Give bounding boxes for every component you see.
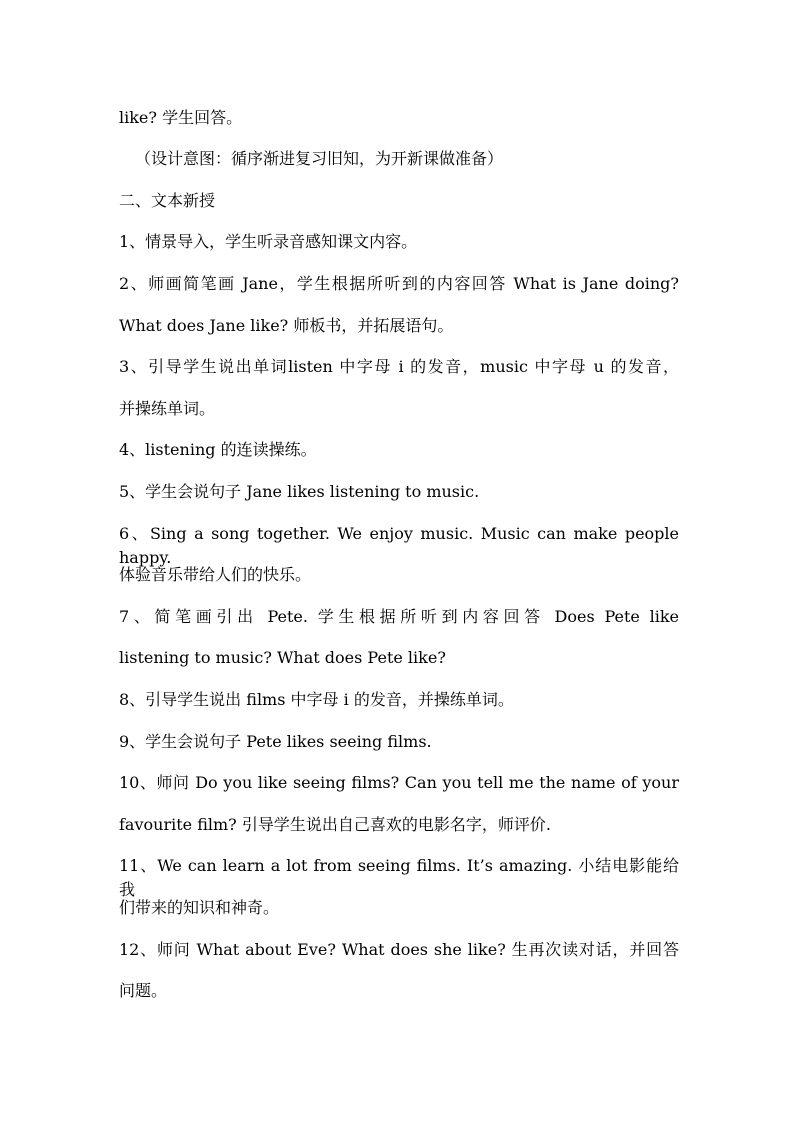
text-line: （设计意图：循序渐进复习旧知，为开新课做准备） (135, 149, 504, 168)
section-heading: 二、文本新授 (119, 191, 216, 210)
text-line: 3、引导学生说出单词listen 中字母 i 的发音，music 中字母 u 的发音， (119, 357, 679, 376)
text-line: listening to music? What does Pete like? (119, 648, 446, 667)
text-line: 并操练单词。 (119, 399, 216, 418)
text-line: What does Jane like? 师板书，并拓展语句。 (119, 316, 454, 335)
text-line: 7、简笔画引出 Pete. 学生根据所听到内容回答 Does Pete like (119, 607, 679, 626)
text-line: 9、学生会说句子 Pete likes seeing films. (119, 732, 432, 751)
text-line: 2、师画简笔画 Jane，学生根据所听到的内容回答 What is Jane doing? (119, 274, 679, 293)
text-line: 4、listening 的连读操练。 (119, 440, 317, 459)
text-line: 们带来的知识和神奇。 (119, 898, 280, 917)
text-line: 12、师问 What about Eve? What does she like? 生再次读对话，并回答 (119, 940, 679, 959)
text-line: 8、引导学生说出 films 中字母 i 的发音，并操练单词。 (119, 690, 514, 709)
text-line: 11、We can learn a lot from seeing films. It’s amazing. 小结电影能给我 (119, 856, 679, 899)
text-line: 体验音乐带给人们的快乐。 (119, 565, 312, 584)
text-line: like? 学生回答。 (119, 108, 243, 127)
text-line: favourite film? 引导学生说出自己喜欢的电影名字，师评价. (119, 815, 551, 834)
text-line: 10、师问 Do you like seeing films? Can you tell me the name of your (119, 773, 679, 792)
text-line: 6、Sing a song together. We enjoy music. Music can make people happy. (119, 524, 679, 567)
text-line: 问题。 (119, 981, 168, 1000)
text-line: 1、情景导入，学生听录音感知课文内容。 (119, 232, 418, 251)
text-line: 5、学生会说句子 Jane likes listening to music. (119, 482, 480, 501)
